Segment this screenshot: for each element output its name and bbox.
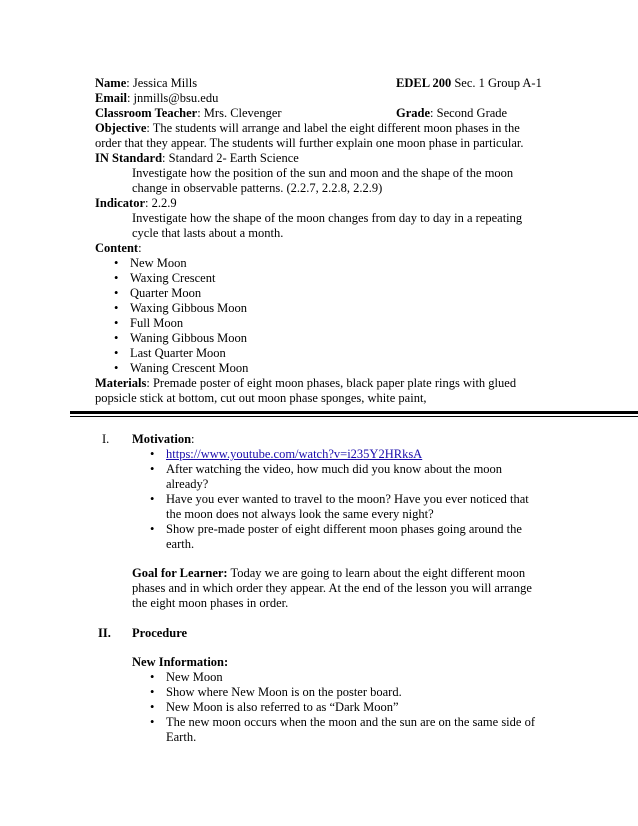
bullet-icon: • [114, 256, 119, 270]
course-line [396, 76, 542, 91]
bullet-icon: • [114, 271, 119, 285]
indicator-label: Indicator [95, 196, 145, 210]
teacher-label: Classroom Teacher [95, 106, 198, 120]
materials-line-1 [95, 376, 516, 391]
indicator-line [95, 196, 177, 211]
objective-label: Objective [95, 121, 147, 135]
divider-thick [70, 411, 638, 414]
content-label: Content [95, 241, 139, 255]
teacher-line [95, 106, 282, 121]
email-label: Email [95, 91, 127, 105]
indicator-text-1: Investigate how the shape of the moon changes from day to day in a repeating [132, 211, 523, 225]
list-item-continuation: already? [166, 477, 209, 491]
bullet-icon: • [114, 331, 119, 345]
bullet-icon: • [114, 316, 119, 330]
goal-line-1: Goal for Learner: Today we are going to learn about the eight different moon [132, 566, 526, 580]
video-link[interactable]: https://www.youtube.com/watch?v=i235Y2HRksA [166, 447, 423, 461]
grade-line [396, 106, 507, 121]
email-value: : jnmills@bsu.edu [126, 91, 219, 105]
list-item-continuation: Earth. [166, 730, 197, 744]
goal-line-2: phases and in which order they appear. At the end of the lesson you will arrange [132, 581, 532, 595]
section-2-title: Procedure [132, 626, 188, 640]
indicator-value: : 2.2.9 [145, 196, 177, 210]
email-line [95, 91, 218, 106]
list-item-continuation: earth. [166, 537, 195, 551]
bullet-icon: • [150, 462, 155, 476]
bullet-icon: • [150, 522, 155, 536]
name-value: : Jessica Mills [126, 76, 198, 90]
divider-thin [70, 416, 638, 417]
bullet-icon: • [114, 346, 119, 360]
bullet-icon: • [150, 685, 155, 699]
name-label: Name [95, 76, 127, 90]
new-information-label: New Information: [132, 655, 229, 669]
name-line [95, 76, 197, 91]
section-1-title: Motivation: [132, 432, 195, 446]
grade-value: : Second Grade [430, 106, 508, 120]
bullet-icon: • [150, 715, 155, 729]
goal-line-3: the eight moon phases in order. [132, 596, 289, 610]
bullet-icon: • [114, 301, 119, 315]
bullet-icon: • [150, 492, 155, 506]
materials-label: Materials [95, 376, 147, 390]
objective-text-2: order that they appear. The students will further explain one moon phase in particular. [95, 136, 524, 150]
bullet-icon: • [150, 700, 155, 714]
grade-label: Grade [396, 106, 431, 120]
materials-text-2: popsicle stick at bottom, cut out moon phase sponges, white paint, [95, 391, 427, 405]
standard-value: : Standard 2- Earth Science [162, 151, 299, 165]
course-label: EDEL 200 [396, 76, 452, 90]
section-2-numeral: II. [98, 626, 111, 640]
bullet-icon: • [150, 670, 155, 684]
indicator-text-2: cycle that lasts about a month. [132, 226, 284, 240]
course-value: Sec. 1 Group A-1 [451, 76, 542, 90]
standard-label: IN Standard [95, 151, 163, 165]
objective-text-1: : The students will arrange and label the eight different moon phases in the [146, 121, 520, 135]
bullet-icon: • [150, 447, 155, 461]
standard-text-1: Investigate how the position of the sun and moon and the shape of the moon [132, 166, 514, 180]
content-heading: Content: [95, 241, 142, 255]
standard-line [95, 151, 299, 166]
bullet-icon: • [114, 286, 119, 300]
section-1-numeral: I. [102, 432, 110, 446]
goal-label: Goal for Learner: [132, 566, 228, 580]
standard-text-2: change in observable patterns. (2.2.7, 2.2.8, 2.2.9) [132, 181, 383, 195]
objective-line-1 [95, 121, 520, 136]
list-item-continuation: the moon does not always look the same every night? [166, 507, 434, 521]
bullet-icon: • [114, 361, 119, 375]
materials-text-1: : Premade poster of eight moon phases, black paper plate rings with glued [146, 376, 517, 390]
teacher-value: : Mrs. Clevenger [197, 106, 282, 120]
